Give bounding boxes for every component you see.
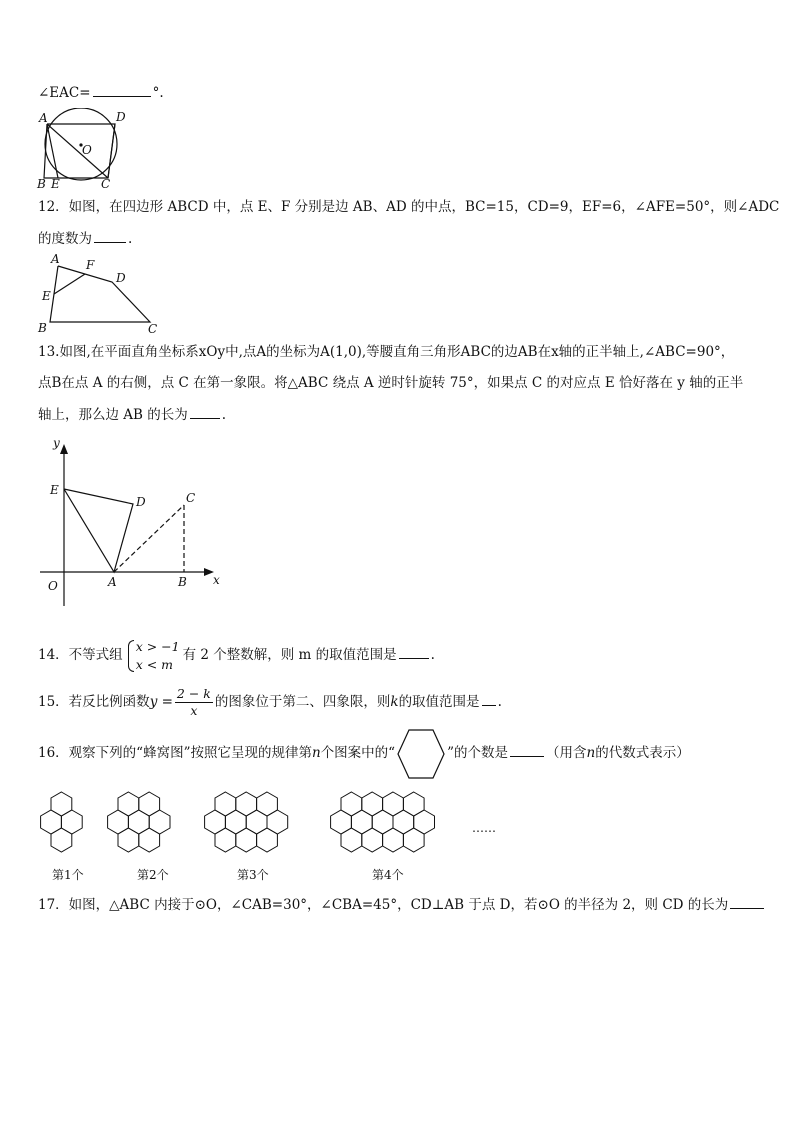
hexagon-cell-3-7 [215,828,236,852]
q14-inequality-1: x > −1 [135,638,180,654]
q17-text: 17．如图，△ABC 内接于⊙O，∠CAB=30°，∠CBA=45°，CD⊥AB 于点 D，若⊙O 的半径为 2，则 CD 的长为 [38,897,729,913]
hexagon-cell-4-5 [351,810,372,834]
hexagon-cell-1-2 [61,810,82,834]
q14-prefix: 14．不等式组 [38,647,123,663]
fig11-label-e: E [51,177,60,191]
hexagon-cell-3-4 [225,810,246,834]
q15-k: k [390,694,399,710]
fig13-label-x: x [213,573,220,587]
hexagon-cell-1-1 [41,810,62,834]
q15-prefix: 15．若反比例函数 [38,694,150,710]
hexagon-cell-2-2 [108,810,129,834]
hexagon-cell-2-0 [118,792,139,816]
fig13-label-e: E [50,483,59,497]
q12-line1: 12．如图，在四边形 ABCD 中，点 E、F 分别是边 AB、AD 的中点，BC=15，CD=9，EF=6，∠AFE=50°，则∠ADC [38,199,780,215]
q16-tail-n: n [586,745,596,761]
fig16-caption-2: 第2个 [137,868,169,882]
hexagon-cell-4-9 [341,828,362,852]
hexagon-cell-2-5 [118,828,139,852]
fig12-label-f: F [86,258,95,272]
q11-blank[interactable] [93,82,151,97]
fig16-caption-1: 第1个 [52,868,84,882]
hexagon-cell-4-2 [383,792,404,816]
q15-fraction [175,686,213,719]
q14-inequality-system [126,638,180,674]
q13-line3-suffix: . [221,407,227,423]
fig12-label-a: A [51,252,60,266]
hexagon-cell-1-3 [51,828,72,852]
q13-line2: 点B在点 A 的右侧，点 C 在第一象限。将△ABC 绕点 A 逆时针旋转 75°，如果点 C 的对应点 E 恰好落在 y 轴的正半 [38,375,744,391]
q12-blank[interactable] [94,228,126,243]
hexagon-cell-4-12 [403,828,424,852]
q17-line [38,894,766,915]
q16-tail-suffix: 的代数式表示） [595,745,690,761]
q14-end: . [430,647,435,663]
q15-middle: 的图象位于第二、四象限，则 [214,694,391,710]
hexagon-cell-3-5 [246,810,267,834]
hexagon-cell-4-7 [393,810,414,834]
q16-prefix: 16．观察下列的“蜂窝图”按照它呈现的规律第 [38,745,312,761]
q14-suffix: 有 2 个整数解，则 m 的取值范围是 [182,647,397,663]
q12-line2 [38,228,132,249]
fig11-label-a: A [39,111,48,125]
q15-y-eq: y = [149,694,173,710]
fig16-honeycomb-figure [30,784,510,888]
hexagon-cell-4-4 [331,810,352,834]
q16-blank[interactable] [510,742,544,757]
fig16-ellipsis: …… [472,821,496,835]
hexagon-cell-3-9 [257,828,278,852]
hexagon-cell-4-6 [372,810,393,834]
hexagon-cell-2-4 [149,810,170,834]
q15-suffix: 的取值范围是 [398,694,480,710]
fig12-label-d: D [116,271,126,285]
hexagon-cell-4-8 [414,810,435,834]
fig13-label-b: B [178,575,187,589]
fig16-caption-4: 第4个 [372,868,404,882]
hexagon-cell-3-1 [236,792,257,816]
q12-line2-suffix: . [128,231,133,247]
q13-line3-prefix: 轴上，那么边 AB 的长为 [38,407,188,423]
q16-line [38,726,690,780]
q11-prefix: ∠EAC= [38,85,91,101]
q16-n: n [311,745,321,761]
hexagon-cell-3-0 [215,792,236,816]
fig12-label-b: B [38,321,47,335]
q16-after-hex: ”的个数是 [447,745,508,761]
hexagon-cell-4-1 [362,792,383,816]
hexagon-cell-1-0 [51,792,72,816]
hexagon-cell-2-3 [128,810,149,834]
q11-suffix: °. [152,85,164,101]
fig11-label-d: D [116,110,126,124]
fig12-quadrilateral-figure [36,252,166,336]
q15-blank[interactable] [482,691,496,706]
fig16-caption-3: 第3个 [237,868,269,882]
hexagon-cell-3-8 [236,828,257,852]
fig13-label-o: O [48,579,58,593]
fig13-coordinate-figure [36,434,236,612]
honeycomb-patterns [41,792,435,852]
q15-end: . [497,694,502,710]
q17-blank[interactable] [730,894,764,909]
fig13-label-a: A [108,575,117,589]
fig13-label-d: D [136,495,146,509]
hexagon-cell-2-6 [139,828,160,852]
q16-tail-prefix: （用含 [546,745,587,761]
q15-numerator: 2 − k [176,686,211,701]
fig11-circle-figure [36,108,126,192]
hexagon-cell-4-3 [403,792,424,816]
q15-line [38,684,502,720]
fig13-label-y: y [53,436,60,450]
hexagon-cell-4-10 [362,828,383,852]
fig11-label-b: B [37,177,46,191]
fig13-label-c: C [186,491,196,505]
q16-middle: 个图案中的“ [320,745,396,761]
hexagon-icon [397,728,445,780]
hexagon-cell-4-0 [341,792,362,816]
hexagon-cell-2-1 [139,792,160,816]
hexagon-cell-3-6 [267,810,288,834]
q15-denominator: x [190,703,198,718]
hexagon-cell-4-11 [383,828,404,852]
fig11-label-o: O [82,143,92,157]
q13-blank[interactable] [190,404,220,419]
q12-line2-prefix: 的度数为 [38,231,92,247]
q13-line1: 13.如图,在平面直角坐标系xOy中,点A的坐标为A(1,0),等腰直角三角形ABC的边AB在x轴的正半轴上,∠ABC=90°， [38,344,735,360]
fig12-label-c: C [148,322,158,336]
fig11-label-c: C [101,177,111,191]
q11-line [38,82,164,103]
fig12-label-e: E [42,289,51,303]
q14-line [38,636,435,674]
q14-inequality-2: x < m [135,656,174,672]
hexagon-cell-3-2 [257,792,278,816]
hexagon-cell-3-3 [205,810,226,834]
q14-blank[interactable] [399,644,429,659]
q13-line3 [38,404,226,425]
